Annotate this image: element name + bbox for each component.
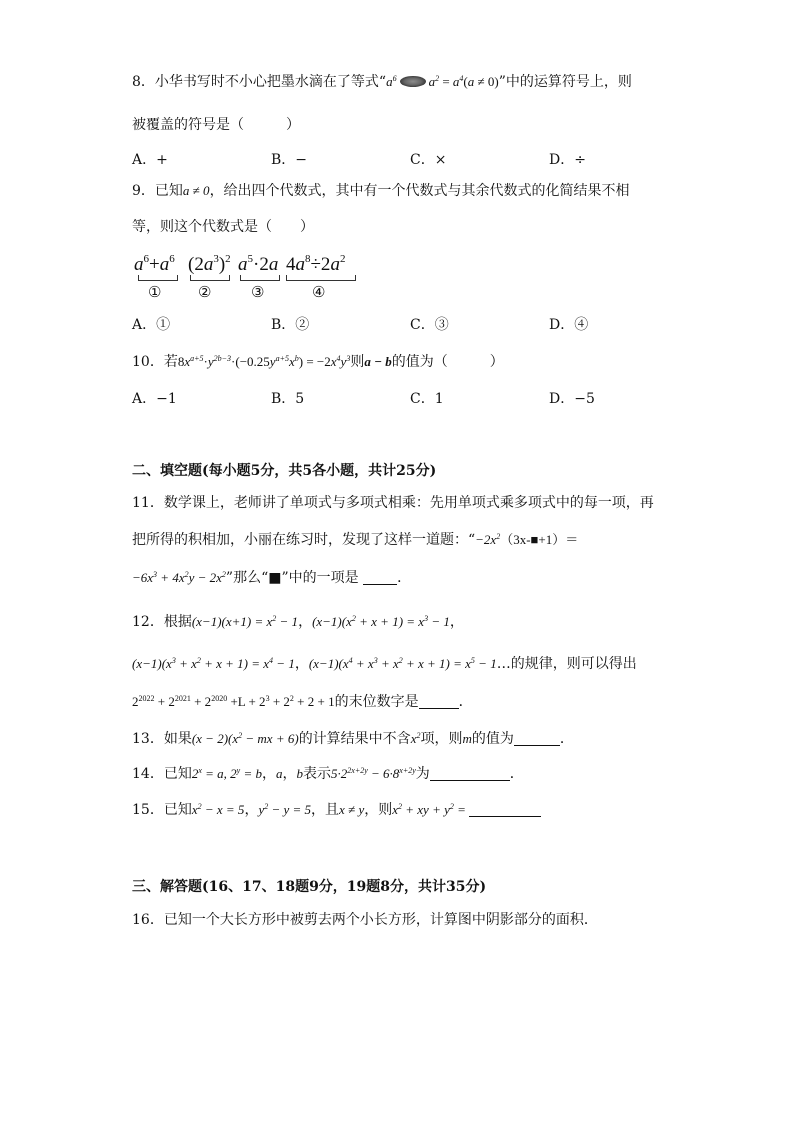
q9-expr-label-1: ① bbox=[148, 283, 162, 301]
q12-line2: $(x-1)(x^3 + x^2 + x + 1) = x^4 - 1$，$(x-1)(x^4 + x^3 + x^2 + x + 1) = x^5$ − 1…的规律，则可以得出 bbox=[132, 656, 637, 672]
q9-expr-1: $a^6+a^6$ bbox=[134, 253, 175, 275]
q8-line2: 被覆盖的符号是（ ） bbox=[132, 117, 300, 133]
q8-option-d[interactable]: D．÷ bbox=[549, 152, 586, 168]
q13-number: 13． bbox=[132, 731, 164, 747]
q15-answer-blank[interactable] bbox=[469, 802, 541, 817]
q10-line1: 10．若$8x^{a+5}\cdot y^{2b-3}\cdot(-0.25y^{a+5}x^b) = -2x^4y^3$则a − b的值为（ ） bbox=[132, 354, 504, 370]
q10-option-b[interactable]: B．5 bbox=[271, 391, 305, 407]
q8-number: 8． bbox=[132, 74, 155, 90]
q15-number: 15． bbox=[132, 802, 164, 818]
section-3-heading: 三、解答题(16、17、18题9分，19题8分，共计35分) bbox=[132, 879, 487, 895]
q11-answer-blank[interactable] bbox=[363, 570, 397, 585]
q13-line: 13．如果$(x - 2)(x^2$ − mx + 6)的计算结果中不含$x^2$项，则m的值为 ． bbox=[132, 731, 574, 747]
q8-option-c[interactable]: C．× bbox=[410, 152, 447, 168]
q8-equation: $a^6$ bbox=[386, 74, 397, 89]
q9-number: 9． bbox=[132, 183, 155, 199]
q13-answer-blank[interactable] bbox=[514, 731, 560, 746]
q8-text: 小华书写时不小心把墨水滴在了等式“ bbox=[154, 74, 387, 90]
q9-brace-2 bbox=[190, 275, 230, 281]
q9-expr-2: $(2a^3)^2$ bbox=[188, 253, 231, 275]
q12-line1: 12．根据$(x-1)(x+1) = x^2 - 1$，$(x-1)(x^2 + x + 1) = x^3 - 1$， bbox=[132, 614, 464, 630]
q8-option-b[interactable]: B．− bbox=[271, 152, 308, 168]
q10-option-c[interactable]: C．1 bbox=[410, 391, 444, 407]
q10-number: 10． bbox=[132, 354, 164, 370]
q10-option-d[interactable]: D．−5 bbox=[549, 391, 595, 407]
section-2-heading: 二、填空题(每小题5分，共5各小题，共计25分) bbox=[132, 463, 437, 479]
ink-blot-icon bbox=[400, 76, 426, 87]
q9-option-c[interactable]: C．③ bbox=[410, 317, 449, 333]
q9-expr-label-4: ④ bbox=[312, 283, 326, 301]
q11-line2: 把所得的积相加，小丽在练习时，发现了这样一道题：“$-2x^2(3x-■+1)=$ bbox=[132, 532, 579, 548]
q9-expr-4: $4a^8\div 2a^2$ bbox=[286, 253, 346, 275]
q8-option-a[interactable]: A．+ bbox=[132, 152, 168, 168]
q11-line3: $-6x^3 + 4x^2y - 2x^2$”那么“■”中的一项是 ． bbox=[132, 570, 412, 586]
q9-line1: 9．已知a ≠ 0，给出四个代数式，其中有一个代数式与其余代数式的化简结果不相 bbox=[132, 183, 630, 199]
q12-answer-blank[interactable] bbox=[419, 694, 459, 709]
q9-expr-label-3: ③ bbox=[251, 283, 265, 301]
q14-number: 14． bbox=[132, 766, 164, 782]
q10-option-a[interactable]: A．−1 bbox=[132, 391, 177, 407]
q16-line: 16．已知一个大长方形中被剪去两个小长方形，计算图中阴影部分的面积． bbox=[132, 912, 598, 928]
q9-brace-4 bbox=[286, 275, 356, 281]
q12-number: 12． bbox=[132, 614, 164, 630]
q10-equation: $8x^{a+5}\cdot y^{2b-3}\cdot(-0.25y^{a+5}x^b) = -2x^4y^3$ bbox=[177, 354, 351, 369]
q9-brace-1 bbox=[138, 275, 178, 281]
q8-line1: 8．小华书写时不小心把墨水滴在了等式“$a^6$ $a^2 = a^4(a \ne 0)$”中的运算符号上，则 bbox=[132, 74, 632, 90]
q14-answer-blank[interactable] bbox=[430, 766, 510, 781]
q9-condition: a ≠ 0 bbox=[182, 183, 210, 198]
q8-text-2: ”中的运算符号上，则 bbox=[498, 74, 632, 90]
q15-line: 15．已知$x^2 - x = 5$，$y^2 - y = 5$，且x ≠ y，则$x^2$ + xy + $y^2$ = bbox=[132, 800, 541, 820]
q9-option-b[interactable]: B．② bbox=[271, 317, 310, 333]
q9-option-d[interactable]: D．④ bbox=[549, 317, 589, 333]
q9-line2: 等，则这个代数式是（ ） bbox=[132, 219, 314, 235]
q9-option-a[interactable]: A．① bbox=[132, 317, 171, 333]
q9-expressions bbox=[134, 253, 364, 305]
q10-ab: a − b bbox=[364, 354, 392, 369]
q14-line: 14．已知$2^x = a$, $2^y = b$，a，b表示$5\cdot 2^{2x+2y} - 6\cdot 8^{x+2y}$为 ． bbox=[132, 766, 524, 782]
q11-line1: 11．数学课上，老师讲了单项式与多项式相乘：先用单项式乘多项式中的每一项，再 bbox=[132, 495, 654, 511]
q9-expr-3: $a^5\cdot 2a$ bbox=[238, 253, 279, 275]
q12-line3: $2^{2022} + 2^{2021} + 2^{2020} +L + 2^3 + 2^2 + 2 + 1$的末位数字是 ． bbox=[132, 694, 473, 710]
q9-brace-3 bbox=[240, 275, 280, 281]
q9-expr-label-2: ② bbox=[198, 283, 212, 301]
